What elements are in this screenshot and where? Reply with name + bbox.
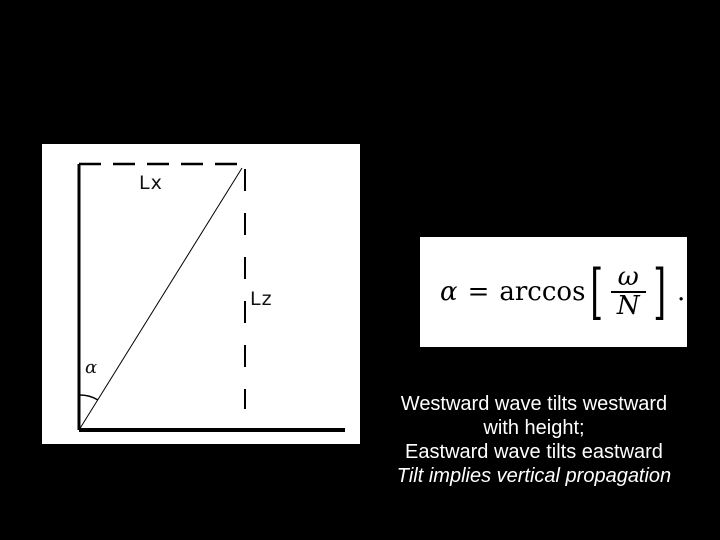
formula-equals: =: [467, 277, 490, 307]
caption-line-1: Westward wave tilts westward: [400, 393, 668, 415]
tilt-line: [79, 168, 242, 430]
angle-label: α: [85, 357, 98, 378]
formula-lhs: α: [440, 277, 458, 307]
caption-line-3: Eastward wave tilts eastward: [405, 441, 663, 463]
formula: [440, 257, 685, 327]
angle-arc: [79, 395, 98, 400]
fraction-numerator: ω: [617, 261, 639, 292]
fraction-denominator: N: [616, 291, 640, 321]
tilt-geometry: [42, 144, 360, 444]
lz-label: Lz: [250, 288, 273, 310]
fraction: [611, 261, 646, 321]
left-bracket: [: [590, 257, 604, 327]
formula-period: .: [677, 277, 686, 307]
caption-line-4: Tilt implies vertical propagation: [396, 465, 672, 487]
caption-line-2: with height;: [483, 417, 585, 439]
lx-label: Lx: [139, 172, 163, 194]
formula-panel: [420, 237, 687, 347]
tilt-diagram: [42, 144, 360, 444]
caption: [360, 392, 708, 488]
right-bracket: ]: [652, 257, 666, 327]
formula-func: arccos: [499, 277, 586, 307]
